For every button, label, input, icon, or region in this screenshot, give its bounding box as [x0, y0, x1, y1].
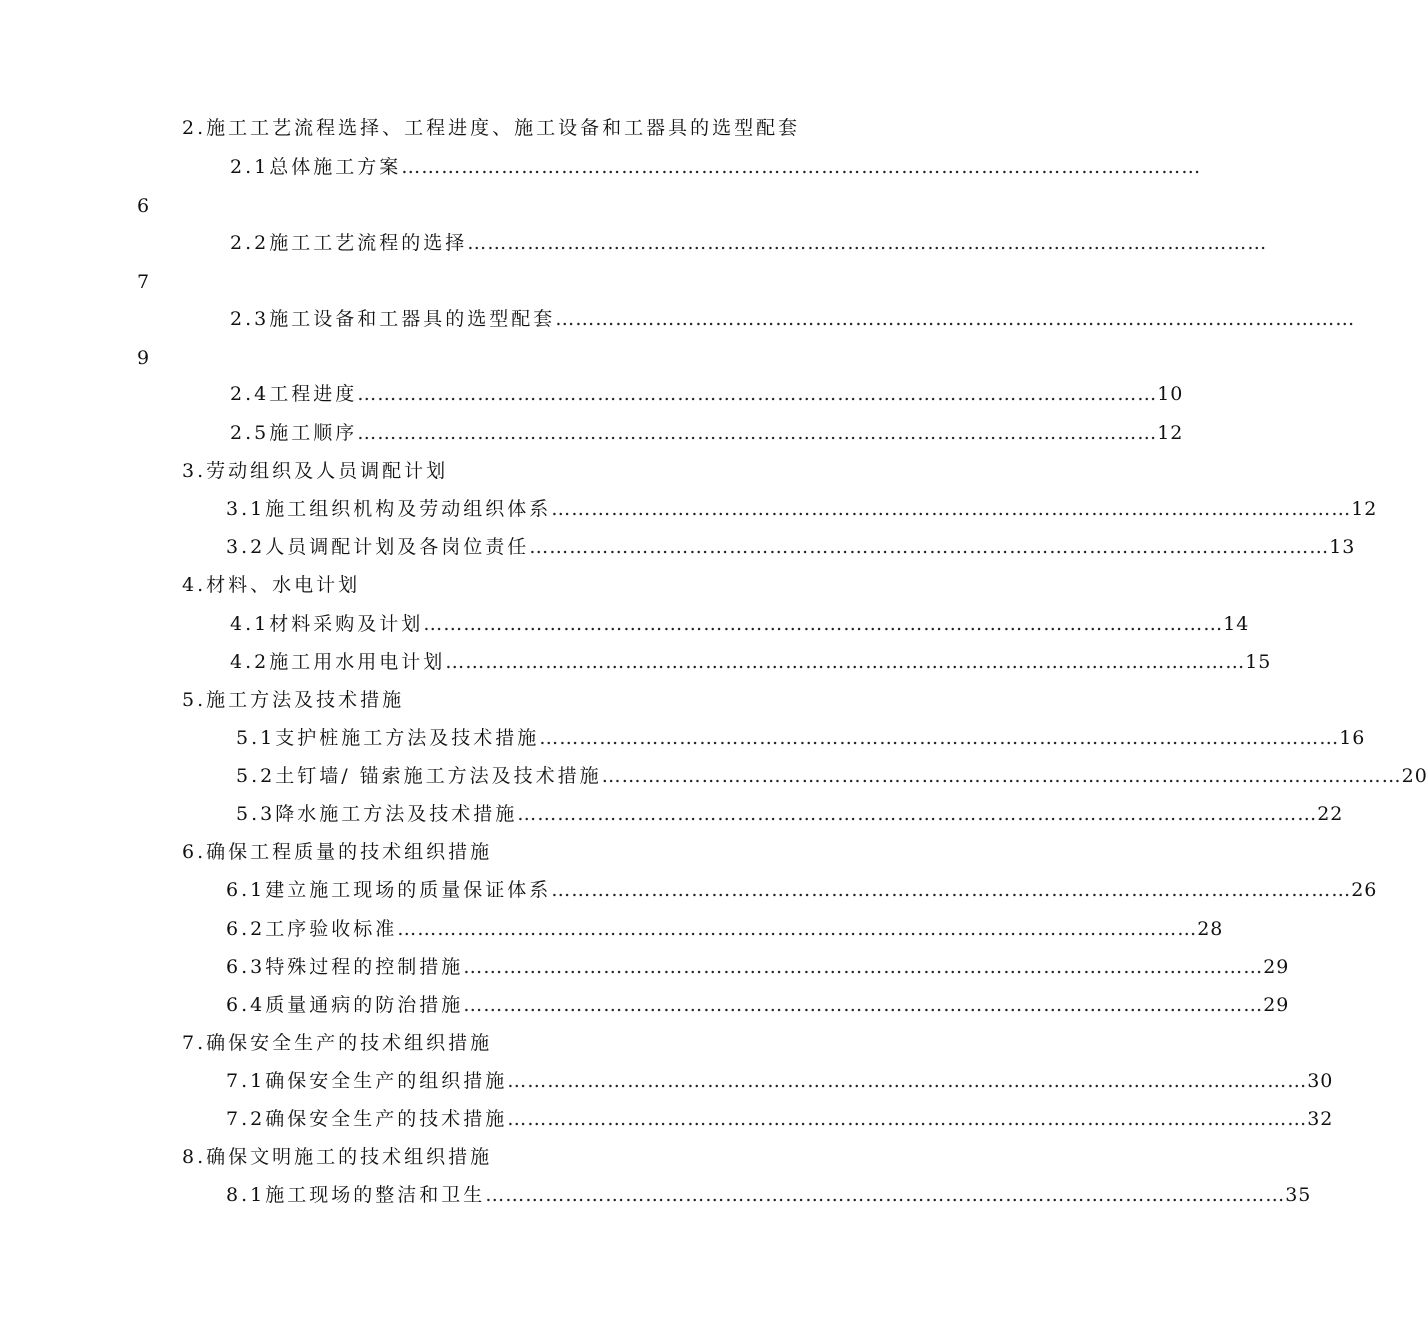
dot-leader: ………………………………………………………………………………………………………… [601, 765, 1402, 787]
dot-leader: ………………………………………………………………………………………………………… [517, 803, 1318, 825]
toc-entry[interactable] [226, 1183, 1312, 1207]
toc-page-number: 26 [1351, 879, 1378, 901]
toc-page-number: 13 [1329, 536, 1356, 558]
toc-entry-title: 4.1材料采购及计划 [230, 613, 424, 635]
dot-leader: ………………………………………………………………………………………………………… [467, 232, 1268, 254]
toc-heading: 7.确保安全生产的技术组织措施 [182, 1032, 493, 1054]
toc-entry-title: 2.5施工顺序 [230, 422, 358, 444]
toc-entry[interactable] [230, 650, 1272, 674]
toc-entry[interactable] [230, 421, 1184, 445]
toc-entry[interactable] [226, 878, 1378, 902]
toc-page-number: 7 [137, 271, 150, 293]
toc-entry-title: 3.1施工组织机构及劳动组织体系 [226, 498, 552, 520]
toc-entry-title: 2.3施工设备和工器具的选型配套 [230, 308, 556, 330]
toc-entry[interactable] [226, 917, 1224, 941]
toc-entry-title: 4.2施工用水用电计划 [230, 651, 446, 673]
toc-heading: 3.劳动组织及人员调配计划 [182, 460, 449, 482]
toc-entry[interactable] [236, 802, 1344, 826]
toc-page-number: 30 [1307, 1070, 1334, 1092]
dot-leader: ………………………………………………………………………………………………………… [485, 1184, 1286, 1206]
toc-entry[interactable] [230, 382, 1184, 406]
toc-entry-title: 7.2确保安全生产的技术措施 [226, 1108, 508, 1130]
dot-leader: ………………………………………………………………………………………………………… [357, 383, 1158, 405]
dot-leader: ………………………………………………………………………………………………………… [507, 1070, 1308, 1092]
dot-leader: ………………………………………………………………………………………………………… [555, 308, 1356, 330]
dot-leader: ………………………………………………………………………………………………………… [401, 156, 1202, 178]
toc-entry[interactable] [230, 155, 1202, 179]
dot-leader: ………………………………………………………………………………………………………… [423, 613, 1224, 635]
dot-leader: ………………………………………………………………………………………………………… [445, 651, 1246, 673]
toc-entry-title: 5.3降水施工方法及技术措施 [236, 803, 518, 825]
toc-page-number: 29 [1263, 956, 1290, 978]
toc-entry-title: 2.2施工工艺流程的选择 [230, 232, 468, 254]
dot-leader: ………………………………………………………………………………………………………… [463, 994, 1264, 1016]
toc-entry-title: 6.2工序验收标准 [226, 918, 398, 940]
dot-leader: ………………………………………………………………………………………………………… [551, 498, 1352, 520]
toc-entry[interactable] [226, 535, 1356, 559]
toc-entry-title: 6.3特殊过程的控制措施 [226, 956, 464, 978]
toc-page-number: 9 [137, 347, 150, 369]
toc-entry-title: 6.1建立施工现场的质量保证体系 [226, 879, 552, 901]
toc-page-number: 16 [1339, 727, 1366, 749]
toc-entry[interactable] [236, 726, 1366, 750]
toc-page-number: 15 [1245, 651, 1272, 673]
toc-entry-title: 2.4工程进度 [230, 383, 358, 405]
toc-entry[interactable] [230, 231, 1268, 255]
toc-page-number: 20 [1401, 765, 1428, 787]
toc-entry[interactable] [226, 993, 1290, 1017]
toc-entry-title: 3.2人员调配计划及各岗位责任 [226, 536, 530, 558]
toc-entry[interactable] [226, 955, 1290, 979]
toc-entry-title: 8.1施工现场的整洁和卫生 [226, 1184, 486, 1206]
toc-heading: 8.确保文明施工的技术组织措施 [182, 1146, 493, 1168]
toc-heading: 2.施工工艺流程选择、工程进度、施工设备和工器具的选型配套 [182, 117, 801, 139]
toc-page-number: 14 [1223, 613, 1250, 635]
toc-page-number: 6 [137, 195, 150, 217]
toc-page-number: 29 [1263, 994, 1290, 1016]
toc-page-number: 22 [1317, 803, 1344, 825]
toc-page-number: 10 [1157, 383, 1184, 405]
dot-leader: ………………………………………………………………………………………………………… [463, 956, 1264, 978]
toc-entry-title: 6.4质量通病的防治措施 [226, 994, 464, 1016]
dot-leader: ………………………………………………………………………………………………………… [397, 918, 1198, 940]
toc-entry[interactable] [226, 1069, 1334, 1093]
toc-page-number: 32 [1307, 1108, 1334, 1130]
toc-page-number: 35 [1285, 1184, 1312, 1206]
toc-page-number: 12 [1157, 422, 1184, 444]
dot-leader: ………………………………………………………………………………………………………… [357, 422, 1158, 444]
toc-entry-title: 7.1确保安全生产的组织措施 [226, 1070, 508, 1092]
toc-heading: 4.材料、水电计划 [182, 574, 361, 596]
toc-entry[interactable] [230, 307, 1356, 331]
toc-entry[interactable] [226, 1107, 1334, 1131]
toc-page-number: 12 [1351, 498, 1378, 520]
toc-page-number: 28 [1197, 918, 1224, 940]
dot-leader: ………………………………………………………………………………………………………… [529, 536, 1330, 558]
toc-entry-title: 5.2土钉墙/ 锚索施工方法及技术措施 [236, 765, 602, 787]
dot-leader: ………………………………………………………………………………………………………… [507, 1108, 1308, 1130]
toc-entry-title: 2.1总体施工方案 [230, 156, 402, 178]
dot-leader: ………………………………………………………………………………………………………… [551, 879, 1352, 901]
toc-entry[interactable] [236, 764, 1428, 788]
dot-leader: ………………………………………………………………………………………………………… [539, 727, 1340, 749]
toc-entry[interactable] [230, 612, 1250, 636]
toc-entry[interactable] [226, 497, 1378, 521]
toc-heading: 5.施工方法及技术措施 [182, 689, 405, 711]
toc-entry-title: 5.1支护桩施工方法及技术措施 [236, 727, 540, 749]
toc-heading: 6.确保工程质量的技术组织措施 [182, 841, 493, 863]
